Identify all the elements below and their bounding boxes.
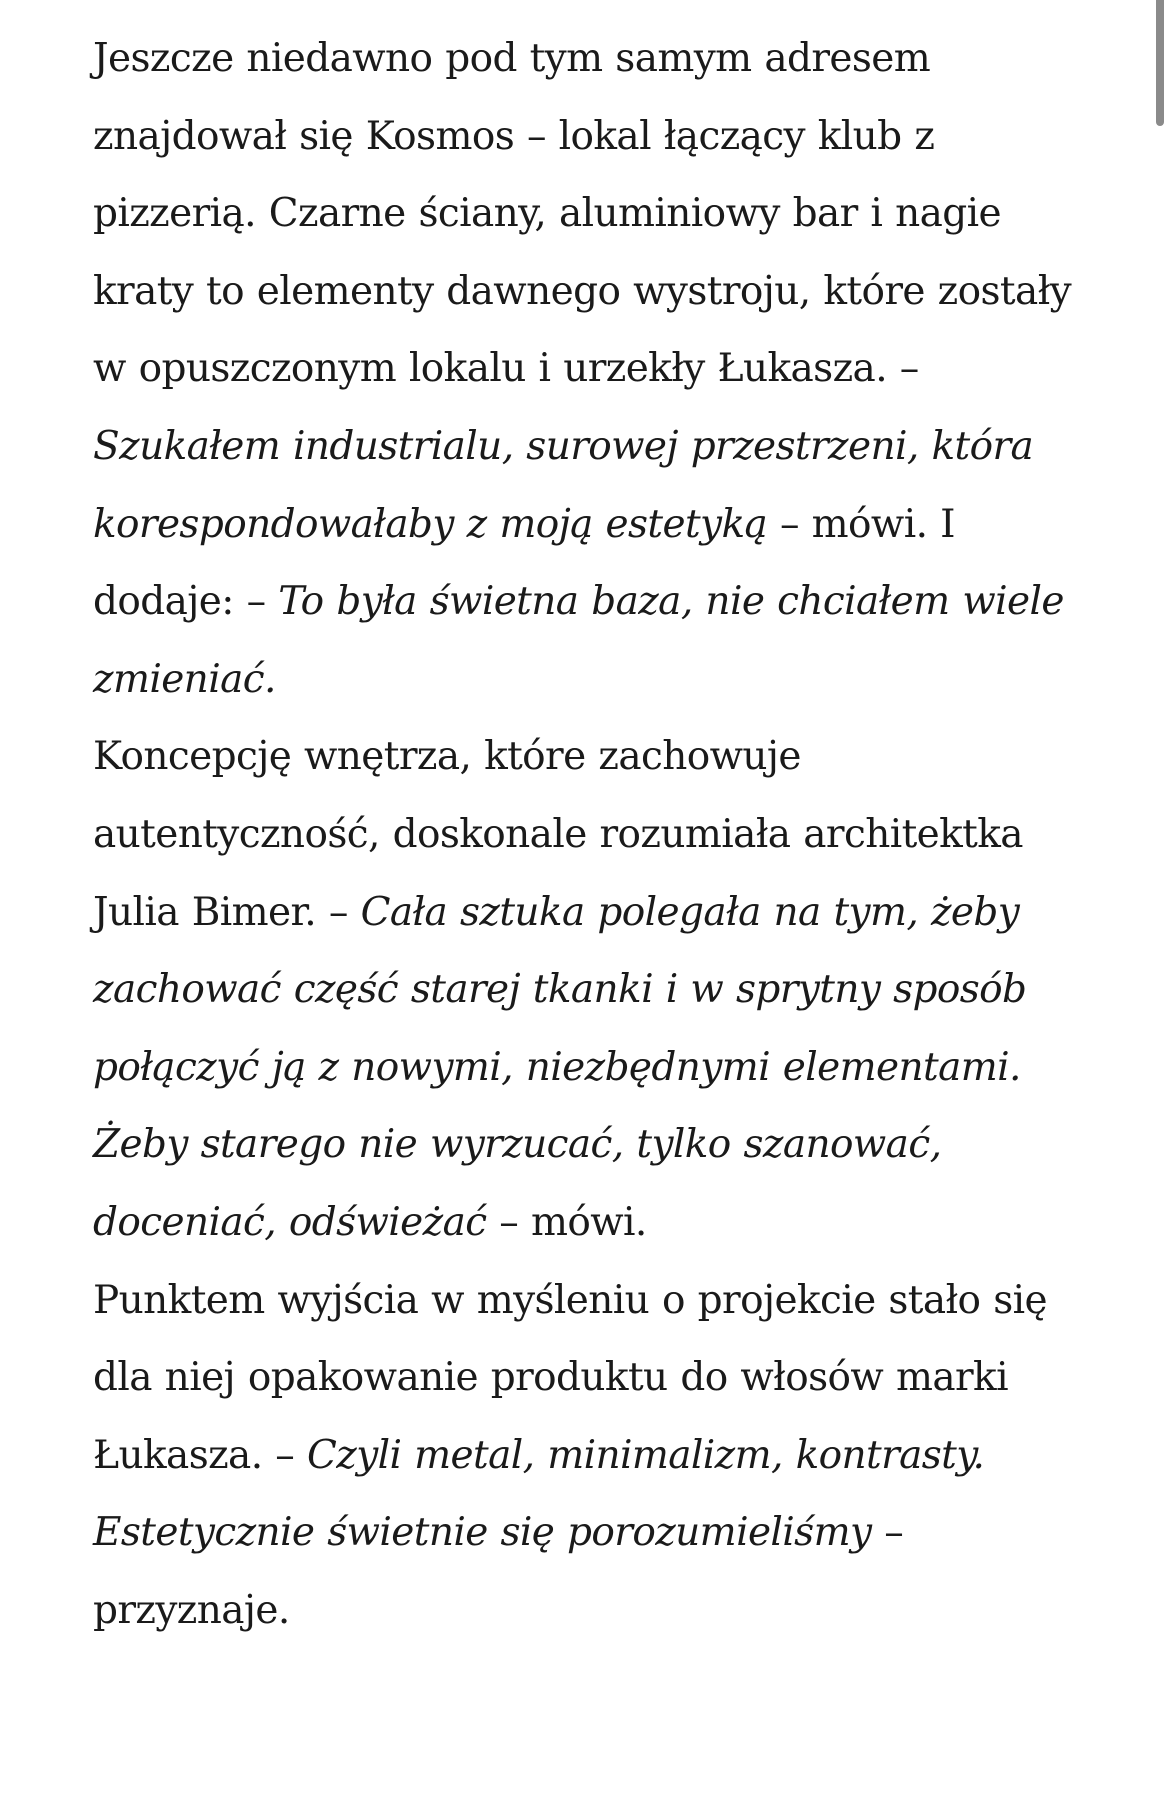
article-body xyxy=(93,20,1078,1649)
article-paragraph xyxy=(93,20,1078,718)
scrollbar[interactable] xyxy=(1147,0,1169,1807)
quote-text: Czyli metal, minimalizm, kontrasty. Estetycznie świetnie się porozumieliśmy xyxy=(93,1432,985,1556)
body-text: – mówi. I dodaje: – xyxy=(93,501,955,625)
body-text: – przyznaje. xyxy=(93,1510,904,1633)
scrollbar-thumb[interactable] xyxy=(1156,0,1164,126)
body-text: Jeszcze niedawno pod tym samym adresem znajdował się Kosmos – lokal łączący klub z pizzerią. Czarne ściany, aluminiowy bar i nagie kraty to elementy dawnego wystroju, które zostały w opuszczonym lokalu i urzekły Łukasza. – xyxy=(93,36,1072,392)
quote-text: Cała sztuka polegała na tym, żeby zachować część starej tkanki i w sprytny sposób połączyć ją z nowymi, niezbędnymi elementami. Żeby starego nie wyrzucać, tylko szanować, doceniać, odświeżać xyxy=(93,889,1027,1245)
quote-text: To była świetna baza, nie chciałem wiele zmieniać. xyxy=(93,579,1064,702)
body-text: Koncepcję wnętrza, które zachowuje autentyczność, doskonale rozumiała architektka Julia Bimer. – xyxy=(93,734,1023,935)
article-paragraph xyxy=(93,1262,1078,1650)
body-text: Punktem wyjścia w myśleniu o projekcie stało się dla niej opakowanie produktu do włosów marki Łukasza. – xyxy=(93,1277,1047,1478)
article-paragraph xyxy=(93,718,1078,1261)
body-text: – mówi. xyxy=(486,1199,647,1245)
quote-text: Szukałem industrialu, surowej przestrzeni, która korespondowałaby z moją estetyką xyxy=(93,423,1034,547)
